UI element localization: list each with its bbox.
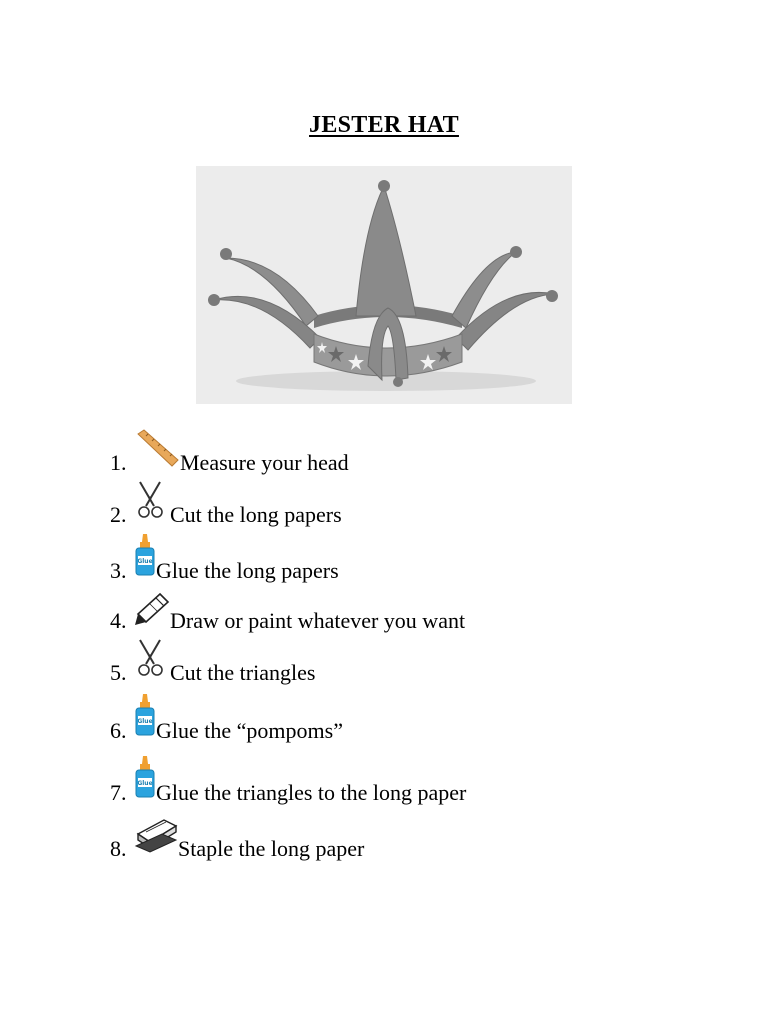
step-number: 1.: [110, 450, 127, 475]
step-item: [110, 818, 670, 862]
step-number: 7.: [110, 780, 127, 805]
step-item: [110, 642, 670, 686]
glue-label: Glue: [137, 780, 153, 787]
step-text: Glue the “pompoms”: [156, 718, 343, 743]
step-number: 5.: [110, 660, 127, 685]
stapler-icon: [134, 816, 178, 860]
glue-label: Glue: [137, 718, 153, 725]
step-item: [110, 762, 670, 806]
step-item: [110, 540, 670, 584]
glue-bottle-icon: [134, 534, 156, 582]
step-number: 3.: [110, 558, 127, 583]
pencil-icon: [134, 592, 170, 632]
step-text: Glue the long papers: [156, 558, 339, 583]
page-title: JESTER HAT: [309, 112, 459, 138]
step-text: Draw or paint whatever you want: [170, 608, 466, 633]
scissors-icon: [134, 638, 168, 684]
step-item: [110, 590, 670, 634]
step-text: Staple the long paper: [178, 836, 365, 861]
step-number: 8.: [110, 836, 127, 861]
step-text: Glue the triangles to the long paper: [156, 780, 467, 805]
step-number: 6.: [110, 718, 127, 743]
step-text: Measure your head: [180, 450, 349, 475]
step-item: [110, 432, 670, 476]
jester-hat-photo: [196, 166, 572, 404]
glue-label: Glue: [137, 558, 153, 565]
step-text: Cut the long papers: [170, 502, 342, 527]
step-text: Cut the triangles: [170, 660, 316, 685]
step-number: 4.: [110, 608, 127, 633]
step-number: 2.: [110, 502, 127, 527]
step-item: [110, 484, 670, 528]
glue-bottle-icon: [134, 756, 156, 804]
ruler-icon: [134, 428, 180, 474]
glue-bottle-icon: [134, 694, 156, 742]
step-item: [110, 700, 670, 744]
scissors-icon: [134, 480, 168, 526]
